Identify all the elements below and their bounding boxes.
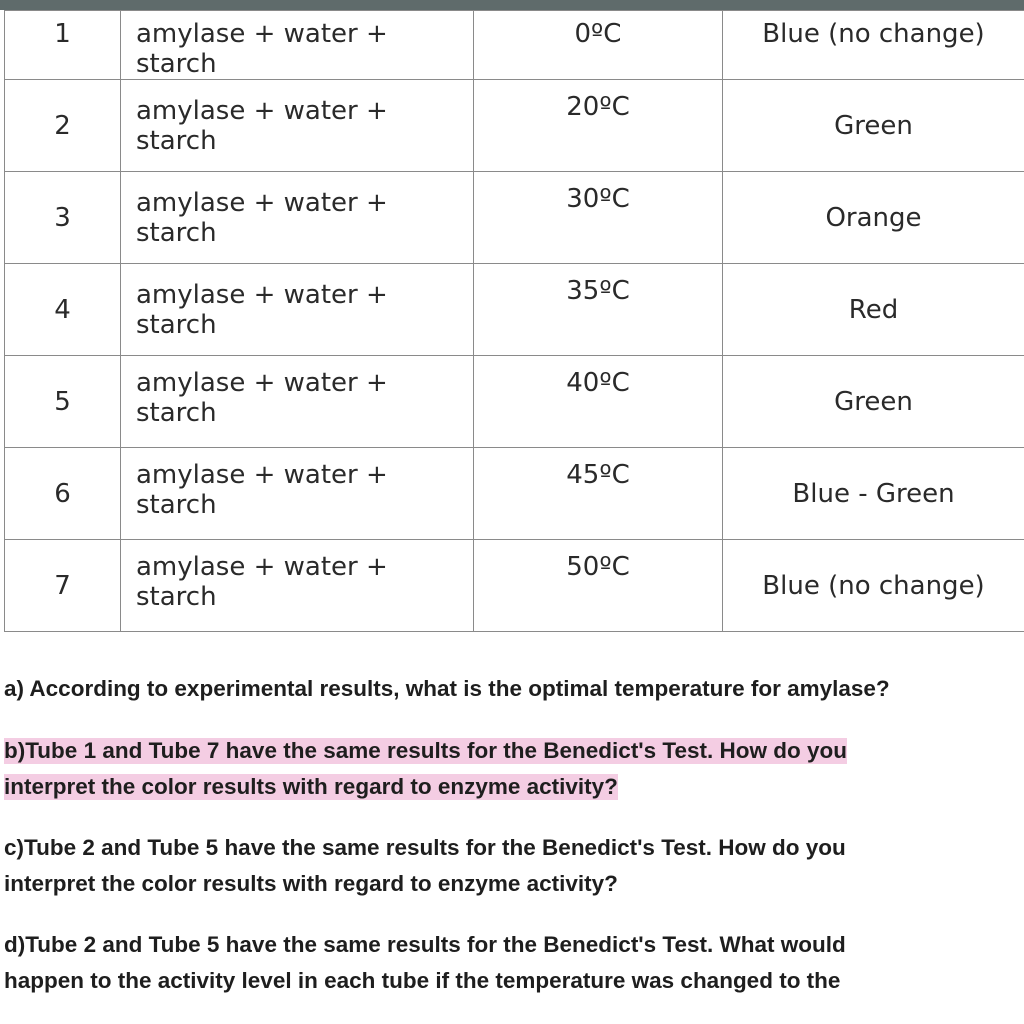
mixture-cell: amylase + water + starch (121, 11, 474, 80)
mixture-cell: amylase + water + starch (121, 264, 474, 356)
temperature-cell: 50ºC (474, 540, 723, 632)
temperature-cell: 40ºC (474, 356, 723, 448)
temperature-cell: 30ºC (474, 172, 723, 264)
table-row (5, 11, 1024, 80)
question-d-line-1: d)Tube 2 and Tube 5 have the same results for the Benedict's Test. What would (4, 932, 846, 957)
table-row (5, 172, 1024, 264)
temperature-cell: 20ºC (474, 80, 723, 172)
color-result-cell: Blue - Green (723, 448, 1024, 540)
mixture-cell: amylase + water + starch (121, 448, 474, 540)
temperature-cell: 35ºC (474, 264, 723, 356)
color-result-cell: Orange (723, 172, 1024, 264)
tube-number: 2 (5, 80, 121, 172)
question-a-text: a) According to experimental results, what is the optimal temperature for amylase? (4, 676, 890, 701)
table-row (5, 356, 1024, 448)
tube-number: 6 (5, 448, 121, 540)
tube-number: 3 (5, 172, 121, 264)
results-table (4, 10, 1024, 632)
temperature-cell: 45ºC (474, 448, 723, 540)
question-b-line-1: b)Tube 1 and Tube 7 have the same results for the Benedict's Test. How do you (4, 738, 847, 764)
question-b-line-2: interpret the color results with regard to enzyme activity? (4, 774, 618, 800)
color-result-cell: Red (723, 264, 1024, 356)
color-result-cell: Blue (no change) (723, 11, 1024, 80)
tube-number: 4 (5, 264, 121, 356)
mixture-cell: amylase + water + starch (121, 356, 474, 448)
question-c (4, 830, 1020, 902)
question-d (4, 927, 1020, 999)
tube-number: 5 (5, 356, 121, 448)
tube-number: 1 (5, 11, 121, 80)
question-d-line-2: happen to the activity level in each tube if the temperature was changed to the (4, 968, 840, 993)
color-result-cell: Green (723, 356, 1024, 448)
table-row (5, 448, 1024, 540)
question-c-line-1: c)Tube 2 and Tube 5 have the same results for the Benedict's Test. How do you (4, 835, 846, 860)
table-row (5, 540, 1024, 632)
color-result-cell: Green (723, 80, 1024, 172)
table-row (5, 80, 1024, 172)
temperature-cell: 0ºC (474, 11, 723, 80)
color-result-cell: Blue (no change) (723, 540, 1024, 632)
mixture-cell: amylase + water + starch (121, 80, 474, 172)
mixture-cell: amylase + water + starch (121, 540, 474, 632)
table-row (5, 264, 1024, 356)
tube-number: 7 (5, 540, 121, 632)
question-a (4, 671, 1020, 707)
top-bar (0, 0, 1024, 10)
question-c-line-2: interpret the color results with regard to enzyme activity? (4, 871, 618, 896)
mixture-cell: amylase + water + starch (121, 172, 474, 264)
question-b (4, 733, 1020, 805)
questions-section (4, 671, 1020, 1024)
